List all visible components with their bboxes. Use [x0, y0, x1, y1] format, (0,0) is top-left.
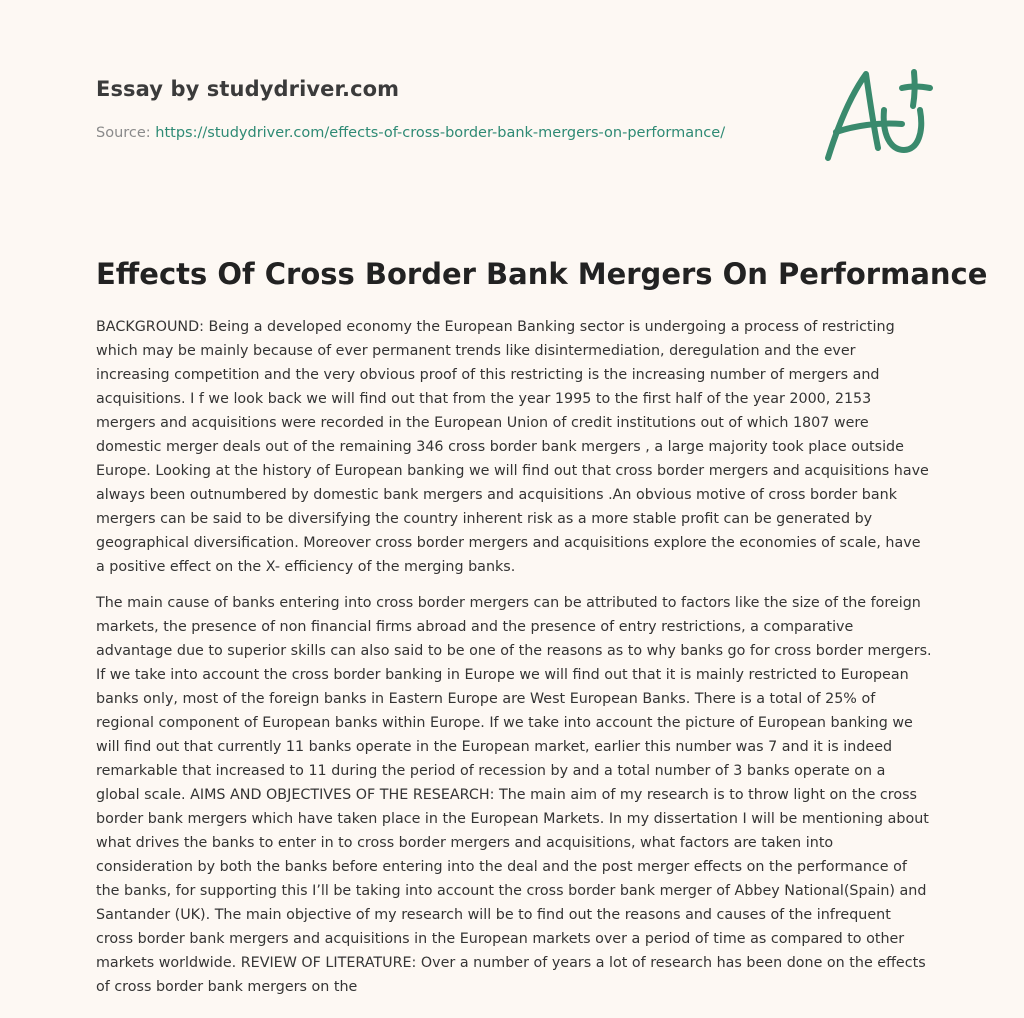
source-line: [96, 125, 725, 141]
paragraph: The main cause of banks entering into cross border mergers can be attributed to factors like the size of the foreign markets, the presence of non financial firms abroad and the presence of entry restrictions, a comparative advantage due to superior skills can also said to be one of the reasons as to why banks go for cross border mergers. If we take into account the cross border banking in Europe we will find out that it is mainly restricted to European banks only, most of the foreign banks in Eastern Europe are West European Banks. There is a total of 25% of regional component of European banks within Europe. If we take into account the picture of European banking we will find out that currently 11 banks operate in the European market, earlier this number was 7 and it is indeed remarkable that increased to 11 during the period of recession by and a total number of 3 banks operate on a global scale. AIMS AND OBJECTIVES OF THE RESEARCH: The main aim of my research is to throw light on the cross border bank mergers which have taken place in the European Markets. In my dissertation I will be mentioning about what drives the banks to enter in to cross border mergers and acquisitions, what factors are taken into consideration by both the banks before entering into the deal and the post merger effects on the performance of the banks, for supporting this I’ll be taking into account the cross border bank merger of Abbey National(Spain) and Santander (UK). The main objective of my research will be to find out the reasons and causes of the infrequent cross border bank mergers and acquisitions in the European markets over a period of time as compared to other markets worldwide. REVIEW OF LITERATURE: Over a number of years a lot of research has been done on the effects of cross border bank mergers on the: [96, 595, 932, 995]
source-link[interactable]: https://studydriver.com/effects-of-cross-border-bank-mergers-on-performance/: [155, 125, 726, 141]
paragraph: BACKGROUND: Being a developed economy the European Banking sector is undergoing a process of restricting which may be mainly because of ever permanent trends like disintermediation, deregulation and the ever increasing competition and the very obvious proof of this restricting is the increasing number of mergers and acquisitions. I f we look back we will find out that from the year 1995 to the first half of the year 2000, 2153 mergers and acquisitions were recorded in the European Union of credit institutions out of which 1807 were domestic merger deals out of the remaining 346 cross border bank mergers , a large majority took place outside Europe. Looking at the history of European banking we will find out that cross border mergers and acquisitions have always been outnumbered by domestic bank mergers and acquisitions .An obvious motive of cross border bank mergers can be said to be diversifying the country inherent risk as a more stable profit can be generated by geographical diversification. Moreover cross border mergers and acquisitions explore the economies of scale, have a positive effect on the X- efficiency of the merging banks.: [96, 319, 929, 575]
header-brand: Essay by studydriver.com: [96, 77, 400, 101]
document-body: [96, 315, 932, 1011]
document-title: Effects Of Cross Border Bank Mergers On Performance: [96, 257, 988, 291]
source-label: Source:: [96, 125, 156, 141]
a-plus-logo-icon: [816, 64, 934, 168]
